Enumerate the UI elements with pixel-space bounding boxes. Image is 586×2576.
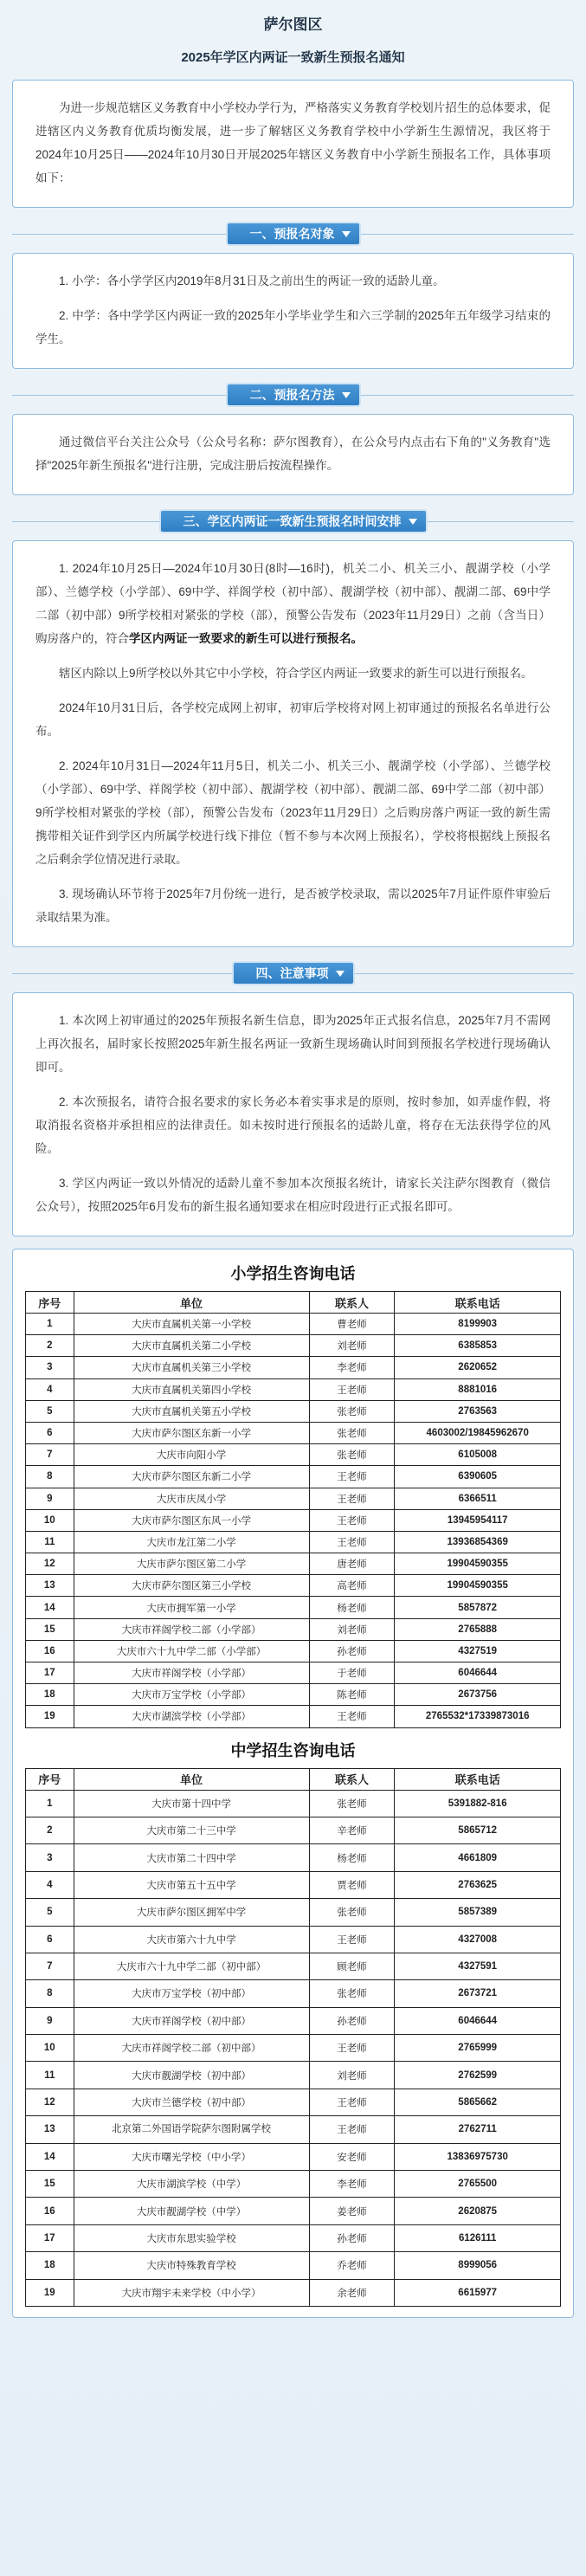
phone-number: 4603002/19845962670 [395, 1422, 561, 1443]
row-number: 6 [26, 1422, 74, 1443]
row-number: 3 [26, 1357, 74, 1378]
row-number: 18 [26, 1684, 74, 1706]
unit-name: 大庆市龙江第二小学 [74, 1531, 309, 1553]
table-row [26, 1378, 561, 1400]
primary-table-title: 小学招生咨询电话 [230, 1265, 356, 1282]
phone-number: 2765500 [395, 2171, 561, 2198]
section-2-item: 通过微信平台关注公众号（公众号名称：萨尔图教育），在公众号内点击右下角的"义务教育"选择"2025年新生预报名"进行注册，完成注册后按流程操作。 [35, 436, 551, 472]
contact-person: 孙老师 [309, 2007, 395, 2034]
unit-name: 大庆市六十九中学二部（小学部） [74, 1640, 309, 1662]
table-row [26, 1684, 561, 1706]
section-2-header [12, 384, 574, 407]
phone-number: 5857389 [395, 1899, 561, 1926]
contact-person: 唐老师 [309, 1553, 395, 1575]
unit-name: 大庆市萨尔图区第二小学 [74, 1553, 309, 1575]
contact-person: 张老师 [309, 1980, 395, 2007]
contact-person: 王老师 [309, 2116, 395, 2143]
phone-number: 4327008 [395, 1926, 561, 1953]
unit-name: 大庆市直属机关第五小学校 [74, 1400, 309, 1422]
unit-name: 大庆市第十四中学 [74, 1790, 309, 1817]
section-4-item: 2. 本次预报名，请符合报名要求的家长务必本着实事求是的原则，按时参加，如弄虚作假，将取消报名资格并承担相应的法律责任。如未按时进行预报名的适龄儿童，将存在无法获得学位的风险。 [35, 1095, 551, 1155]
phone-number: 4327519 [395, 1640, 561, 1662]
section-2-title: 二、预报名方法 [249, 388, 335, 402]
contact-person: 曹老师 [309, 1314, 395, 1335]
contact-person: 孙老师 [309, 2224, 395, 2251]
unit-name: 大庆市万宝学校（初中部） [74, 1980, 309, 2007]
table-row [26, 2062, 561, 2089]
phone-number: 2763625 [395, 1871, 561, 1898]
section-1-header [12, 223, 574, 246]
row-number: 19 [26, 1706, 74, 1727]
unit-name: 大庆市祥阁学校二部（初中部） [74, 2035, 309, 2062]
phone-number: 2673721 [395, 1980, 561, 2007]
column-header: 联系人 [309, 1768, 395, 1790]
contact-person: 王老师 [309, 1378, 395, 1400]
section-3-header [12, 511, 574, 533]
row-number: 8 [26, 1980, 74, 2007]
row-number: 11 [26, 2062, 74, 2089]
phone-number: 5857872 [395, 1597, 561, 1618]
unit-name: 大庆市祥阁学校二部（小学部） [74, 1618, 309, 1640]
phone-number: 2765999 [395, 2035, 561, 2062]
table-row [26, 1817, 561, 1843]
contact-person: 余老师 [309, 2279, 395, 2306]
intro-card [12, 80, 574, 208]
table-row [26, 2198, 561, 2224]
section-1-item: 1. 小学：各小学学区内2019年8月31日及之前出生的两证一致的适龄儿童。 [59, 274, 445, 287]
unit-name: 大庆市东思实验学校 [74, 2224, 309, 2251]
section-1-pill [228, 223, 359, 244]
contact-person: 贾老师 [309, 1871, 395, 1898]
phone-number: 4327591 [395, 1953, 561, 1979]
row-number: 15 [26, 2171, 74, 2198]
row-number: 4 [26, 1378, 74, 1400]
table-row [26, 1357, 561, 1378]
phone-number: 6126111 [395, 2224, 561, 2251]
phone-number: 8881016 [395, 1378, 561, 1400]
unit-name: 大庆市六十九中学二部（初中部） [74, 1953, 309, 1979]
section-4-item: 3. 学区内两证一致以外情况的适龄儿童不参加本次预报名统计，请家长关注萨尔图教育（微信公众号），按照2025年6月发布的新生报名通知要求在相应时段进行正式报名即可。 [35, 1177, 551, 1213]
table-row [26, 2007, 561, 2034]
row-number: 7 [26, 1444, 74, 1466]
unit-name: 大庆市第六十九中学 [74, 1926, 309, 1953]
phone-number: 2763563 [395, 1400, 561, 1422]
phone-number: 6105008 [395, 1444, 561, 1466]
phone-number: 6385853 [395, 1335, 561, 1357]
section-2-card [12, 414, 574, 495]
section-3-p1-emphasis: 学区内两证一致要求的新生可以进行预报名。 [129, 632, 363, 645]
phone-number: 2620875 [395, 2198, 561, 2224]
section-1-card [12, 253, 574, 369]
section-4-card [12, 992, 574, 1236]
phone-number: 6390605 [395, 1466, 561, 1488]
row-number: 7 [26, 1953, 74, 1979]
section-3-paragraph: 辖区内除以上9所学校以外其它中小学校，符合学区内两证一致要求的新生可以进行预报名。 [59, 667, 533, 680]
contact-person: 王老师 [309, 1466, 395, 1488]
unit-name: 大庆市靓湖学校（初中部） [74, 2062, 309, 2089]
unit-name: 大庆市向阳小学 [74, 1444, 309, 1466]
table-row [26, 1488, 561, 1509]
unit-name: 大庆市万宝学校（小学部） [74, 1684, 309, 1706]
district-name: 萨尔图区 [263, 16, 323, 33]
section-3-paragraph [35, 557, 551, 650]
unit-name: 大庆市萨尔图区东风一小学 [74, 1509, 309, 1531]
unit-name: 大庆市翔宇未来学校（中小学） [74, 2279, 309, 2306]
unit-name: 大庆市靓湖学校（中学） [74, 2198, 309, 2224]
phone-number: 2620652 [395, 1357, 561, 1378]
contact-person: 孙老师 [309, 1640, 395, 1662]
unit-name: 大庆市湖滨学校（小学部） [74, 1706, 309, 1727]
contact-person: 张老师 [309, 1422, 395, 1443]
table-row [26, 2143, 561, 2170]
table-row [26, 2252, 561, 2279]
unit-name: 大庆市直属机关第四小学校 [74, 1378, 309, 1400]
table-row [26, 1953, 561, 1979]
middle-contact-table [25, 1768, 561, 2307]
notice-header [12, 10, 574, 66]
unit-name: 大庆市特殊教育学校 [74, 2252, 309, 2279]
contact-person: 杨老师 [309, 1597, 395, 1618]
contact-person: 王老师 [309, 2035, 395, 2062]
phone-number: 5865662 [395, 2089, 561, 2115]
row-number: 14 [26, 1597, 74, 1618]
row-number: 2 [26, 1817, 74, 1843]
primary-table-body [26, 1314, 561, 1728]
section-4-title: 四、注意事项 [255, 966, 329, 980]
unit-name: 大庆市萨尔图区第三小学校 [74, 1575, 309, 1597]
contact-person: 张老师 [309, 1899, 395, 1926]
contact-person: 姜老师 [309, 2198, 395, 2224]
unit-name: 大庆市祥阁学校（初中部） [74, 2007, 309, 2034]
unit-name: 大庆市直属机关第一小学校 [74, 1314, 309, 1335]
contact-person: 张老师 [309, 1400, 395, 1422]
phone-number: 13836975730 [395, 2143, 561, 2170]
phone-number: 2762711 [395, 2116, 561, 2143]
table-row [26, 1640, 561, 1662]
table-row [26, 1926, 561, 1953]
row-number: 8 [26, 1466, 74, 1488]
section-1-title: 一、预报名对象 [249, 227, 335, 241]
phone-number: 2673756 [395, 1684, 561, 1706]
contact-person: 李老师 [309, 1357, 395, 1378]
column-header: 序号 [26, 1768, 74, 1790]
triangle-down-icon [409, 519, 417, 525]
row-number: 1 [26, 1314, 74, 1335]
table-row [26, 1575, 561, 1597]
column-header: 序号 [26, 1292, 74, 1314]
column-header: 联系电话 [395, 1292, 561, 1314]
row-number: 12 [26, 2089, 74, 2115]
contact-person: 刘老师 [309, 1335, 395, 1357]
row-number: 13 [26, 1575, 74, 1597]
section-2-pill [228, 384, 359, 405]
phone-number: 8199903 [395, 1314, 561, 1335]
row-number: 11 [26, 1531, 74, 1553]
phone-number: 8999056 [395, 2252, 561, 2279]
contact-person: 顾老师 [309, 1953, 395, 1979]
phone-number: 2765888 [395, 1618, 561, 1640]
row-number: 14 [26, 2143, 74, 2170]
column-header: 联系电话 [395, 1768, 561, 1790]
table-row [26, 2035, 561, 2062]
table-row [26, 1466, 561, 1488]
row-number: 17 [26, 1662, 74, 1684]
table-row [26, 1335, 561, 1357]
phone-number: 2762599 [395, 2062, 561, 2089]
phone-number: 19904590355 [395, 1575, 561, 1597]
row-number: 16 [26, 1640, 74, 1662]
column-header: 联系人 [309, 1292, 395, 1314]
unit-name: 大庆市兰德学校（初中部） [74, 2089, 309, 2115]
row-number: 16 [26, 2198, 74, 2224]
row-number: 17 [26, 2224, 74, 2251]
table-row [26, 2116, 561, 2143]
contact-person: 刘老师 [309, 2062, 395, 2089]
table-row [26, 1871, 561, 1898]
unit-name: 大庆市第二十三中学 [74, 1817, 309, 1843]
phone-number: 5865712 [395, 1817, 561, 1843]
row-number: 5 [26, 1400, 74, 1422]
triangle-down-icon [342, 231, 351, 237]
phone-number: 19904590355 [395, 1553, 561, 1575]
unit-name: 北京第二外国语学院萨尔图附属学校 [74, 2116, 309, 2143]
column-header: 单位 [74, 1768, 309, 1790]
phone-number: 13936854369 [395, 1531, 561, 1553]
contact-person: 安老师 [309, 2143, 395, 2170]
contact-tables-card [12, 1249, 574, 2318]
row-number: 10 [26, 1509, 74, 1531]
contact-person: 王老师 [309, 1488, 395, 1509]
row-number: 4 [26, 1871, 74, 1898]
table-row [26, 1509, 561, 1531]
unit-name: 大庆市直属机关第二小学校 [74, 1335, 309, 1357]
unit-name: 大庆市庆凤小学 [74, 1488, 309, 1509]
unit-name: 大庆市萨尔图区东新一小学 [74, 1422, 309, 1443]
contact-person: 于老师 [309, 1662, 395, 1684]
section-4-pill [234, 963, 353, 984]
table-row [26, 1618, 561, 1640]
row-number: 9 [26, 1488, 74, 1509]
triangle-down-icon [342, 392, 351, 398]
row-number: 6 [26, 1926, 74, 1953]
unit-name: 大庆市萨尔图区拥军中学 [74, 1899, 309, 1926]
notice-title: 2025年学区内两证一致新生预报名通知 [181, 50, 405, 65]
phone-number: 6366511 [395, 1488, 561, 1509]
row-number: 1 [26, 1790, 74, 1817]
section-3-pill [161, 511, 426, 532]
phone-number: 6046644 [395, 2007, 561, 2034]
contact-person: 王老师 [309, 1926, 395, 1953]
section-3-paragraph: 2. 2024年10月31日—2024年11月5日，机关二小、机关三小、靓湖学校（小学部）、兰德学校（小学部）、69中学、祥阁学校（初中部）、靓湖学校（初中部）、靓湖二部、69中学二部（初中部）9所学校相对紧张的学校（部），预警公告发布（2023年11月29日）之后购房落户两证一致的新生需携带相关证件到学区内所属学校进行线下排位（暂不参与本次网上预报名），学校将根据线上预报名之后剩余学位情况进行录取。 [35, 759, 551, 866]
contact-person: 张老师 [309, 1790, 395, 1817]
contact-person: 辛老师 [309, 1817, 395, 1843]
phone-number: 2765532*17339873016 [395, 1706, 561, 1727]
table-row [26, 1444, 561, 1466]
contact-person: 王老师 [309, 1706, 395, 1727]
intro-paragraph: 为进一步规范辖区义务教育中小学校办学行为，严格落实义务教育学校划片招生的总体要求，促进辖区内义务教育优质均衡发展，进一步了解辖区义务教育学校中小学新生生源情况，我区将于2024年10月25日——2024年10月30日开展2025年辖区义务教育中小学新生预报名工作，具体事项如下： [35, 101, 551, 184]
unit-name: 大庆市萨尔图区东新二小学 [74, 1466, 309, 1488]
middle-table-body [26, 1790, 561, 2306]
row-number: 18 [26, 2252, 74, 2279]
table-row [26, 2224, 561, 2251]
phone-number: 6046644 [395, 1662, 561, 1684]
table-row [26, 1314, 561, 1335]
unit-name: 大庆市第二十四中学 [74, 1844, 309, 1871]
table-row [26, 1662, 561, 1684]
contact-person: 刘老师 [309, 1618, 395, 1640]
row-number: 3 [26, 1844, 74, 1871]
section-3-p1-text: 1. 2024年10月25日—2024年10月30日(8时—16时)，机关二小、机关三小、靓湖学校（小学部）、兰德学校（小学部）、69中学、祥阁学校（初中部）、靓湖学校（初中部）、靓湖二部、69中学二部（初中部）9所学校相对紧张的学校（部），预警公告发布（2023年11月29日）之前（含当日）购房落户的，符合 [35, 562, 551, 645]
contact-person: 王老师 [309, 1531, 395, 1553]
section-3-title: 三、学区内两证一致新生预报名时间安排 [183, 514, 402, 528]
unit-name: 大庆市曙光学校（中小学） [74, 2143, 309, 2170]
table-row [26, 1790, 561, 1817]
unit-name: 大庆市直属机关第三小学校 [74, 1357, 309, 1378]
triangle-down-icon [336, 971, 345, 977]
row-number: 19 [26, 2279, 74, 2306]
primary-contact-table [25, 1291, 561, 1728]
table-row [26, 2171, 561, 2198]
table-row [26, 1980, 561, 2007]
contact-person: 李老师 [309, 2171, 395, 2198]
table-row [26, 1531, 561, 1553]
unit-name: 大庆市拥军第一小学 [74, 1597, 309, 1618]
table-row [26, 1553, 561, 1575]
row-number: 5 [26, 1899, 74, 1926]
phone-number: 4661809 [395, 1844, 561, 1871]
row-number: 9 [26, 2007, 74, 2034]
contact-person: 张老师 [309, 1444, 395, 1466]
column-header: 单位 [74, 1292, 309, 1314]
table-row [26, 1899, 561, 1926]
contact-person: 乔老师 [309, 2252, 395, 2279]
phone-number: 5391882-816 [395, 1790, 561, 1817]
contact-person: 陈老师 [309, 1684, 395, 1706]
table-row [26, 1706, 561, 1727]
middle-table-title: 中学招生咨询电话 [230, 1741, 356, 1759]
row-number: 15 [26, 1618, 74, 1640]
table-row [26, 1844, 561, 1871]
section-4-item: 1. 本次网上初审通过的2025年预报名新生信息，即为2025年正式报名信息，2025年7月不需网上再次报名，届时家长按照2025年新生报名两证一致新生现场确认时间到预报名学校进行现场确认即可。 [35, 1014, 551, 1074]
section-3-paragraph: 2024年10月31日后，各学校完成网上初审，初审后学校将对网上初审通过的预报名名单进行公布。 [35, 701, 551, 738]
table-row [26, 1400, 561, 1422]
section-3-card [12, 540, 574, 947]
contact-person: 王老师 [309, 1509, 395, 1531]
contact-person: 高老师 [309, 1575, 395, 1597]
table-row [26, 1597, 561, 1618]
unit-name: 大庆市祥阁学校（小学部） [74, 1662, 309, 1684]
phone-number: 13945954117 [395, 1509, 561, 1531]
section-4-header [12, 963, 574, 985]
phone-number: 6615977 [395, 2279, 561, 2306]
contact-person: 杨老师 [309, 1844, 395, 1871]
contact-person: 王老师 [309, 2089, 395, 2115]
table-row [26, 2089, 561, 2115]
table-row [26, 1422, 561, 1443]
row-number: 2 [26, 1335, 74, 1357]
unit-name: 大庆市湖滨学校（中学） [74, 2171, 309, 2198]
section-3-paragraph: 3. 现场确认环节将于2025年7月份统一进行，是否被学校录取，需以2025年7月证件原件审验后录取结果为准。 [35, 888, 551, 924]
table-row [26, 2279, 561, 2306]
row-number: 13 [26, 2116, 74, 2143]
section-1-item: 2. 中学：各中学学区内两证一致的2025年小学毕业学生和六三学制的2025年五年级学习结束的学生。 [35, 309, 551, 345]
unit-name: 大庆市第五十五中学 [74, 1871, 309, 1898]
row-number: 10 [26, 2035, 74, 2062]
row-number: 12 [26, 1553, 74, 1575]
